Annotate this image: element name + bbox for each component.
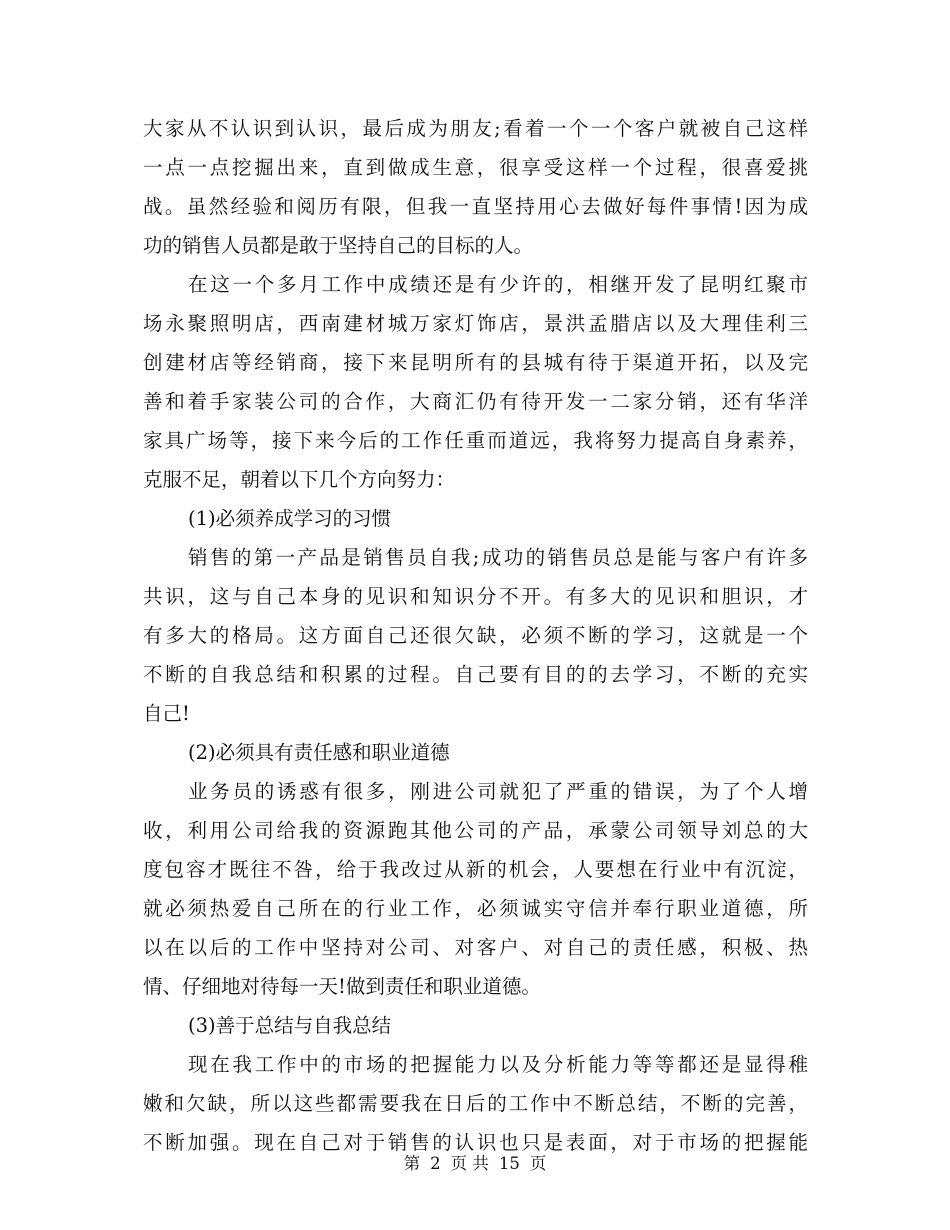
text-line: 共识，这与自己本身的见识和知识分不开。有多大的见识和胆识，才 <box>143 585 808 608</box>
text-line: 不断的自我总结和积累的过程。自己要有目的的去学习，不断的充实 <box>143 663 808 686</box>
text-line: 以在以后的工作中坚持对公司、对客户、对自己的责任感，积极、热 <box>143 936 808 959</box>
page-footer <box>0 1152 950 1176</box>
text-line: 度包容才既往不咎，给于我改过从新的机会，人要想在行业中有沉淀， <box>143 858 808 881</box>
footer-prefix: 第 <box>403 1154 421 1173</box>
text-line: 战。虽然经验和阅历有限，但我一直坚持用心去做好每件事情!因为成 <box>143 195 808 218</box>
text-line: 业务员的诱惑有很多，刚进公司就犯了严重的错误，为了个人增 <box>188 780 808 803</box>
text-line: 一点一点挖掘出来，直到做成生意，很享受这样一个过程，很喜爱挑 <box>143 156 808 179</box>
text-line: 场永聚照明店，西南建材城万家灯饰店，景洪孟腊店以及大理佳利三 <box>143 312 808 335</box>
footer-suffix: 页 <box>529 1154 547 1173</box>
text-line: 在这一个多月工作中成绩还是有少许的，相继开发了昆明红聚市 <box>188 273 808 296</box>
footer-total-pages: 15 <box>498 1154 520 1173</box>
text-line: (1)必须养成学习的习惯 <box>188 507 392 530</box>
text-line: 功的销售人员都是敢于坚持自己的目标的人。 <box>143 234 534 257</box>
text-line: 就必须热爱自己所在的行业工作，必须诚实守信并奉行职业道德，所 <box>143 897 808 920</box>
footer-page-number: 2 <box>430 1154 441 1173</box>
text-line: 不断加强。现在自己对于销售的认识也只是表面，对于市场的把握能 <box>143 1131 808 1154</box>
text-line: 情、仔细地对待每一天!做到责任和职业道德。 <box>143 975 541 998</box>
text-line: 销售的第一产品是销售员自我;成功的销售员总是能与客户有许多 <box>188 546 808 569</box>
document-body <box>143 109 808 1162</box>
text-line: 自己! <box>143 702 190 725</box>
footer-middle: 页 共 <box>450 1154 489 1173</box>
text-line: 收，利用公司给我的资源跑其他公司的产品，承蒙公司领导刘总的大 <box>143 819 808 842</box>
text-line: 创建材店等经销商，接下来昆明所有的县城有待于渠道开拓，以及完 <box>143 351 808 374</box>
text-line: 大家从不认识到认识，最后成为朋友;看着一个一个客户就被自己这样 <box>143 117 808 140</box>
text-line: 克服不足，朝着以下几个方向努力： <box>143 468 456 491</box>
text-line: (3)善于总结与自我总结 <box>188 1014 392 1037</box>
text-line: (2)必须具有责任感和职业道德 <box>188 741 450 764</box>
text-line: 嫩和欠缺，所以这些都需要我在日后的工作中不断总结，不断的完善， <box>143 1092 808 1115</box>
text-line: 有多大的格局。这方面自己还很欠缺，必须不断的学习，这就是一个 <box>143 624 808 647</box>
text-line: 善和着手家装公司的合作，大商汇仍有待开发一二家分销，还有华洋 <box>143 390 808 413</box>
text-line: 家具广场等，接下来今后的工作任重而道远，我将努力提高自身素养， <box>143 429 808 452</box>
text-line: 现在我工作中的市场的把握能力以及分析能力等等都还是显得稚 <box>188 1053 808 1076</box>
